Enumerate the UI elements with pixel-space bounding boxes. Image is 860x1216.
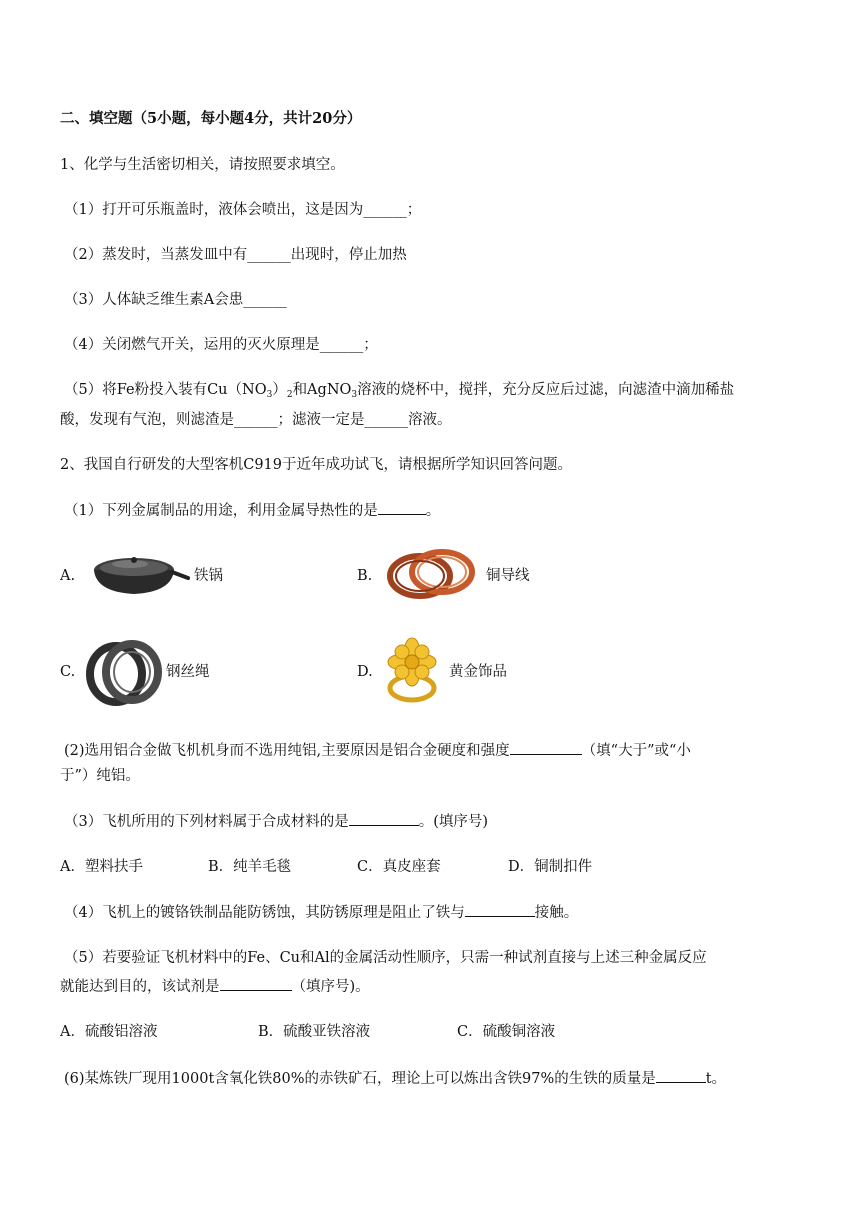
q2-part5-line1: （5）若要验证飞机材料中的Fe、Cu和Al的金属活动性顺序，只需一种试剂直接与上述三种金属反应 <box>64 950 707 966</box>
gold-ring-icon <box>380 636 444 710</box>
answer-blank[interactable] <box>510 740 582 755</box>
option-label-d: 黄金饰品 <box>449 664 507 680</box>
answer-blank[interactable] <box>220 976 292 991</box>
q1-part5-text-c: 和AgNO <box>292 382 352 398</box>
q2-part5-line2 <box>60 976 370 997</box>
q2-part5-option-b: B．硫酸亚铁溶液 <box>258 1024 371 1040</box>
answer-blank[interactable] <box>378 500 426 515</box>
q2-stem: 2、我国自行研发的大型客机C919于近年成功试飞，请根据所学知识回答问题。 <box>60 457 572 473</box>
section-title: 二、填空题（5小题，每小题4分，共计20分） <box>60 110 362 127</box>
q1-part5-text-b: ） <box>272 382 287 398</box>
q2-part3-option-c: C．真皮座套 <box>357 859 441 875</box>
q1-part5-line2: 酸，发现有气泡，则滤渣是______；滤液一定是______溶液。 <box>60 412 452 428</box>
q1-part5-text-a: （5）将Fe粉投入装有Cu（NO <box>64 382 267 398</box>
q2-part2-line2: 于”）纯铝。 <box>60 768 140 784</box>
q2-part6 <box>64 1068 726 1089</box>
option-letter-a: A. <box>60 568 76 584</box>
q1-part4: （4）关闭燃气开关，运用的灭火原理是______； <box>64 337 378 353</box>
wok-icon <box>86 546 190 602</box>
answer-blank[interactable] <box>349 811 419 826</box>
q1-part5-line1 <box>64 380 734 405</box>
steel-wire-icon <box>84 638 164 710</box>
q2-part5-text: 就能达到目的，该试剂是 <box>60 979 220 995</box>
q2-part4 <box>64 902 578 923</box>
q2-part4-text: （4）飞机上的镀铬铁制品能防锈蚀，其防锈原理是阻止了铁与 <box>64 905 465 921</box>
answer-blank[interactable] <box>656 1068 706 1083</box>
q2-part3-hint: 。(填序号) <box>418 814 489 830</box>
subscript: 2 <box>286 390 293 400</box>
q2-part5-hint: （填序号)。 <box>291 979 370 995</box>
q1-part1: （1）打开可乐瓶盖时，液体会喷出，这是因为______； <box>64 202 422 218</box>
q1-part3: （3）人体缺乏维生素A会患______ <box>64 292 287 308</box>
q2-part4-end: 接触。 <box>534 905 579 921</box>
q2-part5-option-a: A．硫酸铝溶液 <box>60 1024 158 1040</box>
option-label-a: 铁锅 <box>194 568 223 584</box>
q2-part3-option-a: A．塑料扶手 <box>60 859 143 875</box>
answer-blank[interactable] <box>465 902 535 917</box>
option-label-b: 铜导线 <box>486 568 530 584</box>
subscript: 3 <box>351 390 358 400</box>
q2-part1 <box>64 500 440 521</box>
option-letter-d: D. <box>357 664 373 680</box>
option-letter-b: B. <box>357 568 373 584</box>
q2-part1-text: （1）下列金属制品的用途，利用金属导热性的是 <box>64 503 378 519</box>
q2-part6-end: t。 <box>705 1071 727 1087</box>
q2-part3-option-b: B．纯羊毛毯 <box>208 859 292 875</box>
q1-part2: （2）蒸发时，当蒸发皿中有______出现时，停止加热 <box>64 247 407 263</box>
q2-part2-text: (2)选用铝合金做飞机机身而不选用纯铝,主要原因是铝合金硬度和强度 <box>64 743 510 759</box>
option-label-c: 钢丝绳 <box>166 664 210 680</box>
option-letter-c: C. <box>60 664 76 680</box>
q2-part5-option-c: C．硫酸铜溶液 <box>457 1024 556 1040</box>
q2-part2-hint: （填“大于”或“小 <box>581 743 691 759</box>
q2-part3 <box>64 811 488 832</box>
q2-part2-line1 <box>64 740 691 761</box>
q2-part3-text: （3）飞机所用的下列材料属于合成材料的是 <box>64 814 349 830</box>
copper-wire-icon <box>384 548 484 604</box>
q2-part3-option-d: D．铜制扣件 <box>508 859 593 875</box>
q1-part5-text-d: 溶液的烧杯中，搅拌，充分反应后过滤，向滤渣中滴加稀盐 <box>357 382 735 398</box>
q1-stem: 1、化学与生活密切相关，请按照要求填空。 <box>60 157 345 173</box>
q2-part6-text: (6)某炼铁厂现用1000t含氧化铁80%的赤铁矿石，理论上可以炼出含铁97%的生铁的质量是 <box>64 1071 656 1087</box>
subscript: 3 <box>266 390 273 400</box>
q2-part1-end: 。 <box>425 503 441 519</box>
